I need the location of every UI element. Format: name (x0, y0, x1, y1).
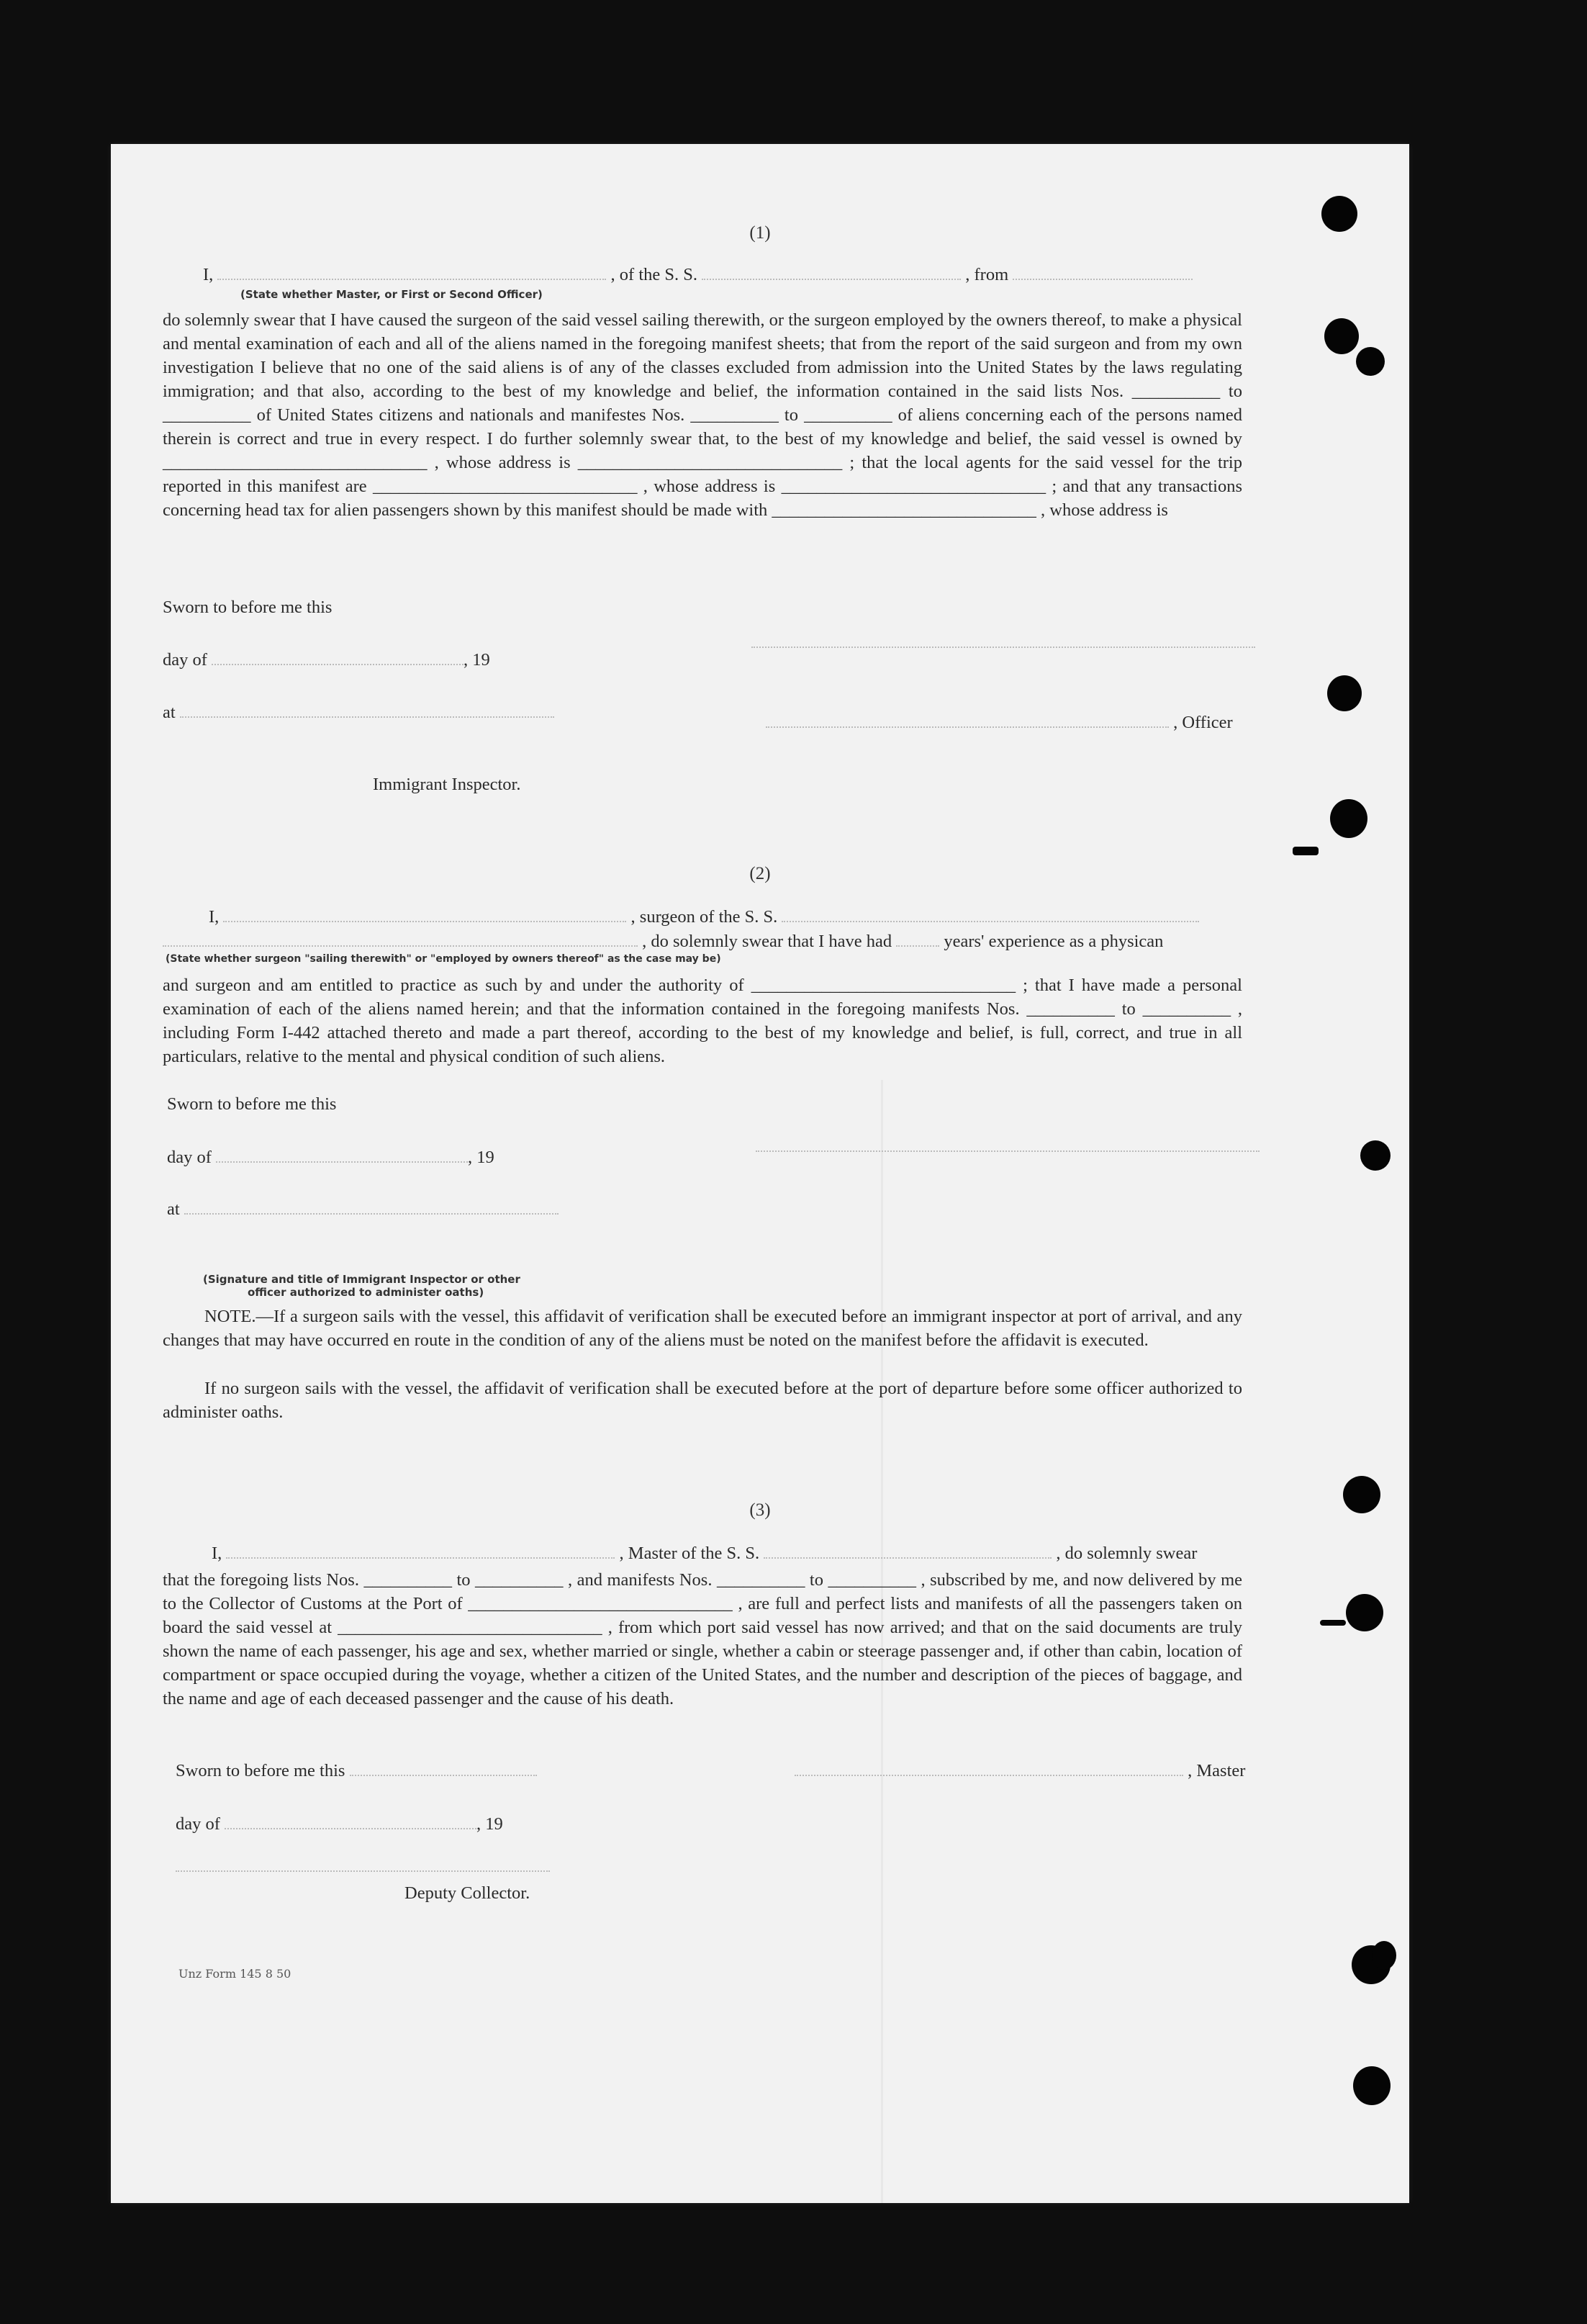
section-2-body: and surgeon and am entitled to practice as such by and under the authority of ______________________________ ; that I have made a personal examination of each of the aliens named herein; and that the information contained in the foregoing manifests Nos. __________ to __________ , including Form I-442 attached thereto and made a part thereof, according to the best of my knowledge and belief, is full, correct, and true in all particulars, relative to the mental and physical condition of such aliens. (163, 976, 1242, 1066)
section-3-day-field[interactable] (225, 1815, 476, 1829)
surgeon-capacity-field[interactable] (163, 932, 638, 947)
section-1-officer-signature (766, 713, 1233, 733)
section-1-sworn: Sworn to before me this (163, 598, 333, 617)
punch-hole (1321, 196, 1357, 232)
punch-hole (1353, 2066, 1391, 2105)
departure-port-field[interactable] (1013, 266, 1193, 280)
section-2-swear-line (163, 932, 1163, 952)
section-2-year: , 19 (468, 1148, 494, 1167)
section-2-day-field[interactable] (216, 1148, 468, 1163)
deputy-signature-line[interactable] (176, 1857, 550, 1872)
section-2-i: I, (209, 907, 220, 927)
section-3-day-of: day of (176, 1814, 220, 1834)
punch-hole (1343, 1476, 1380, 1513)
punch-hole (1346, 1594, 1383, 1631)
section-2-note-1: NOTE.—If a surgeon sails with the vessel, this affidavit of verification shall be executed before an immigrant inspector at port of arrival, and any changes that may have occurred en route in the condition of any of the aliens must be noted on the manifest before the affidavit is executed. (163, 1307, 1242, 1350)
section-2-at-field[interactable] (184, 1200, 559, 1215)
master-name-field[interactable] (226, 1544, 615, 1559)
section-2-note-2: If no surgeon sails with the vessel, the affidavit of verification shall be executed before at the port of departure before some officer authorized to administer oaths. (163, 1379, 1242, 1422)
section-1-i: I, (203, 265, 214, 284)
section-3-deputy: Deputy Collector. (404, 1883, 530, 1903)
section-1-officer: , Officer (1173, 713, 1233, 732)
section-1-year: , 19 (464, 650, 490, 670)
officer-rank-note: (State whether Master, or First or Second Officer) (240, 288, 543, 301)
section-2-at-label: at (167, 1199, 180, 1219)
surgeon-signature-line[interactable] (756, 1138, 1260, 1152)
section-3-sworn-field[interactable] (350, 1762, 537, 1776)
section-3-day (176, 1814, 503, 1834)
section-1-day (163, 650, 490, 670)
section-1-at-field[interactable] (180, 703, 554, 718)
section-1-opening (203, 265, 1193, 285)
section-2-opening (209, 907, 1199, 927)
section-3-swear: , do solemnly swear (1056, 1544, 1198, 1563)
section-3-i: I, (212, 1544, 222, 1563)
section-3-vessel-field[interactable] (764, 1544, 1052, 1559)
section-2-number: (2) (749, 864, 771, 883)
punch-hole (1330, 799, 1367, 838)
surgeon-name-field[interactable] (223, 908, 626, 922)
section-1-at (163, 703, 554, 723)
section-3-number: (3) (749, 1500, 771, 1520)
section-2-swear: , do solemnly swear that I have had (642, 932, 892, 951)
surgeon-capacity-note: (State whether surgeon "sailing therewith" or "employed by owners thereof" as the case may be) (166, 953, 721, 965)
section-1-number: (1) (749, 223, 771, 243)
signature-note-line-2: officer authorized to administer oaths) (248, 1286, 484, 1299)
master-signature-field[interactable] (795, 1762, 1183, 1776)
section-1-from: , from (965, 265, 1009, 284)
section-3-master-signature (795, 1761, 1245, 1781)
section-3-year: , 19 (476, 1814, 503, 1834)
section-2-at (167, 1199, 559, 1220)
manifest-verification-form (111, 144, 1409, 2203)
section-3-body: that the foregoing lists Nos. __________ to __________ , and manifests Nos. __________ to __________ , subscribed by me, and now delivered by me to the Collector of Customs at the Port of ______________________________ , are full and perfect lists and manifests of all the passengers taken on board the said vessel at ______________________________ , from which port said vessel has now arrived; and that on the said documents are truly shown the name of each passenger, his age and sex, whether married or single, whether a cabin or steerage passenger and, if other than cabin, location of compartment or space occupied during the voyage, whether a citizen of the United States, and the number and description of the pieces of baggage, and the name and age of each deceased passenger and the cause of his death. (163, 1570, 1242, 1708)
section-1-body: do solemnly swear that I have caused the surgeon of the said vessel sailing therewith, or the surgeon employed by the owners thereof, to make a physical and mental examination of each and all of the aliens named in the foregoing manifest sheets; that from the report of the said surgeon and from my own investigation I believe that no one of the said aliens is of any of the classes excluded from admission into the United States by the laws regulating immigration; and that also, according to the best of my knowledge and belief, the information contained in the said lists Nos. __________ to __________ of United States citizens and nationals and manifestes Nos. __________ to __________ of aliens concerning each of the persons named therein is correct and true in every respect. I do further solemnly swear that, to the best of my knowledge and belief, the said vessel is owned by ______________________________ , whose address is ______________________________ ; that the local agents for the said vessel for the trip reported in this manifest are ______________________________ , whose address is ______________________________ ; and that any transactions concerning head tax for alien passengers shown by this manifest should be made with ______________________________ , whose address is (163, 310, 1242, 520)
section-1-day-of: day of (163, 650, 207, 670)
section-1-signature-line[interactable] (751, 634, 1255, 648)
officer-name-field[interactable] (217, 266, 606, 280)
signature-note-line-1: (Signature and title of Immigrant Inspector or other (203, 1273, 520, 1286)
section-1-inspector: Immigrant Inspector. (373, 775, 521, 794)
years-experience-field[interactable] (896, 932, 939, 947)
section-2-day-of: day of (167, 1148, 212, 1167)
punch-hole-smudge (1320, 1620, 1346, 1626)
section-3-sworn-line (176, 1761, 537, 1781)
section-3-master: , Master (1188, 1761, 1246, 1780)
section-2-sworn: Sworn to before me this (167, 1094, 337, 1114)
vessel-name-field[interactable] (702, 266, 961, 280)
punch-hole (1372, 1941, 1396, 1970)
form-number: Unz Form 145 8 50 (178, 1967, 291, 1981)
section-1-day-field[interactable] (212, 651, 464, 665)
punch-hole (1324, 318, 1359, 354)
punch-hole (1360, 1140, 1391, 1171)
section-3-sworn: Sworn to before me this (176, 1761, 345, 1780)
section-3-master-of: , Master of the S. S. (619, 1544, 760, 1563)
punch-hole (1356, 347, 1385, 376)
section-2-years: years' experience as a physican (944, 932, 1164, 951)
section-2-surgeon-of: , surgeon of the S. S. (630, 907, 778, 927)
section-2-vessel-field[interactable] (782, 908, 1199, 922)
punch-hole (1327, 675, 1362, 711)
officer-signature-field[interactable] (766, 713, 1169, 728)
punch-hole-smudge (1293, 847, 1319, 855)
section-3-opening (212, 1544, 1197, 1564)
section-1-at-label: at (163, 703, 176, 722)
section-2-day (167, 1148, 494, 1168)
section-1-of-ss: , of the S. S. (610, 265, 698, 284)
